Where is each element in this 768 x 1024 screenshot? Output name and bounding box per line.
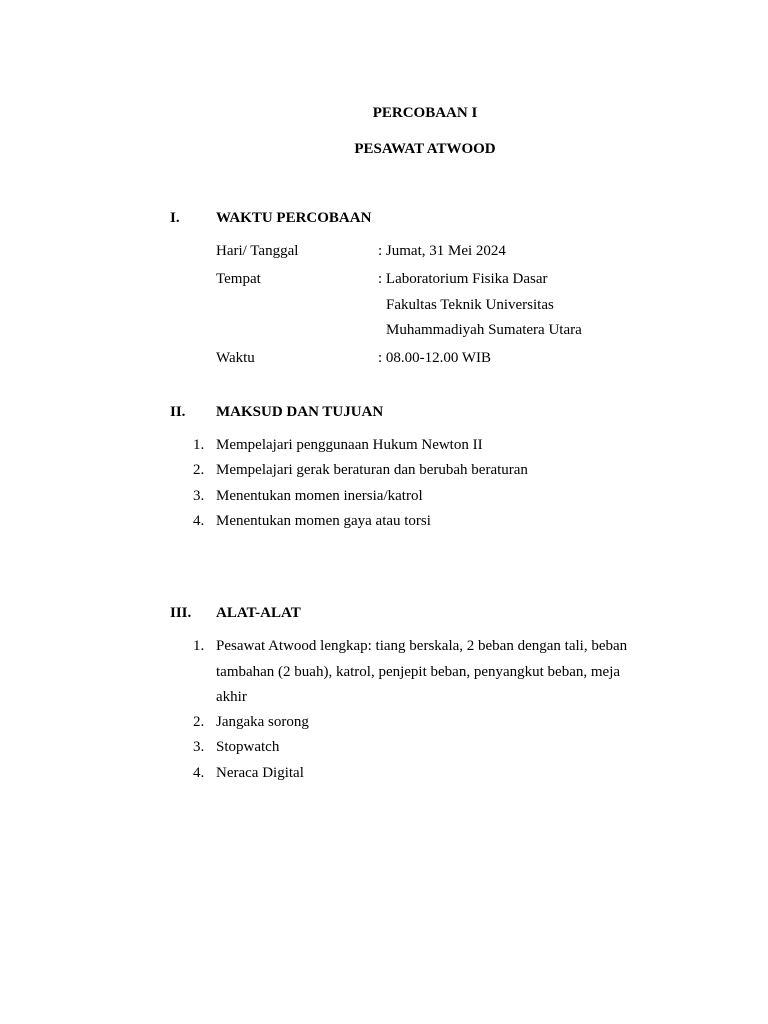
page-subtitle: PESAWAT ATWOOD — [354, 141, 496, 157]
field-value-place-line-3: Muhammadiyah Sumatera Utara — [386, 322, 582, 338]
list-item: Menentukan momen gaya atau torsi — [216, 513, 431, 529]
field-value-time: : 08.00-12.00 WIB — [378, 350, 492, 366]
section-3-heading: ALAT-ALAT — [216, 605, 301, 621]
list-item: Mempelajari gerak beraturan dan berubah beraturan — [216, 462, 528, 478]
section-3-numeral: III. — [170, 605, 192, 621]
page-title: PERCOBAAN I — [372, 105, 478, 121]
field-label-date: Hari/ Tanggal — [216, 243, 299, 259]
field-label-place: Tempat — [216, 271, 261, 287]
list-item-number: 3. — [193, 488, 205, 504]
list-item-line: tambahan (2 buah), katrol, penjepit beban, penyangkut beban, meja — [216, 664, 621, 680]
list-item: Jangaka sorong — [216, 714, 309, 730]
field-value-place-line-1: : Laboratorium Fisika Dasar — [378, 271, 548, 287]
field-value-place-line-2: Fakultas Teknik Universitas — [386, 297, 554, 313]
field-label-time: Waktu — [216, 350, 255, 366]
list-item-number: 3. — [193, 739, 205, 755]
section-2-heading: MAKSUD DAN TUJUAN — [216, 404, 384, 420]
list-item-number: 1. — [193, 437, 205, 453]
list-item: Neraca Digital — [216, 765, 304, 781]
section-1-numeral: I. — [170, 210, 180, 226]
list-item-number: 1. — [193, 638, 205, 654]
list-item: Menentukan momen inersia/katrol — [216, 488, 423, 504]
field-value-date: : Jumat, 31 Mei 2024 — [378, 243, 506, 259]
section-2-numeral: II. — [170, 404, 186, 420]
list-item: Mempelajari penggunaan Hukum Newton II — [216, 437, 483, 453]
list-item-line: akhir — [216, 689, 247, 705]
list-item-number: 2. — [193, 462, 205, 478]
list-item-number: 4. — [193, 513, 205, 529]
list-item-number: 2. — [193, 714, 205, 730]
section-1-heading: WAKTU PERCOBAAN — [216, 210, 372, 226]
list-item: Stopwatch — [216, 739, 280, 755]
list-item-number: 4. — [193, 765, 205, 781]
list-item-line: Pesawat Atwood lengkap: tiang berskala, 2 beban dengan tali, beban — [216, 638, 628, 654]
